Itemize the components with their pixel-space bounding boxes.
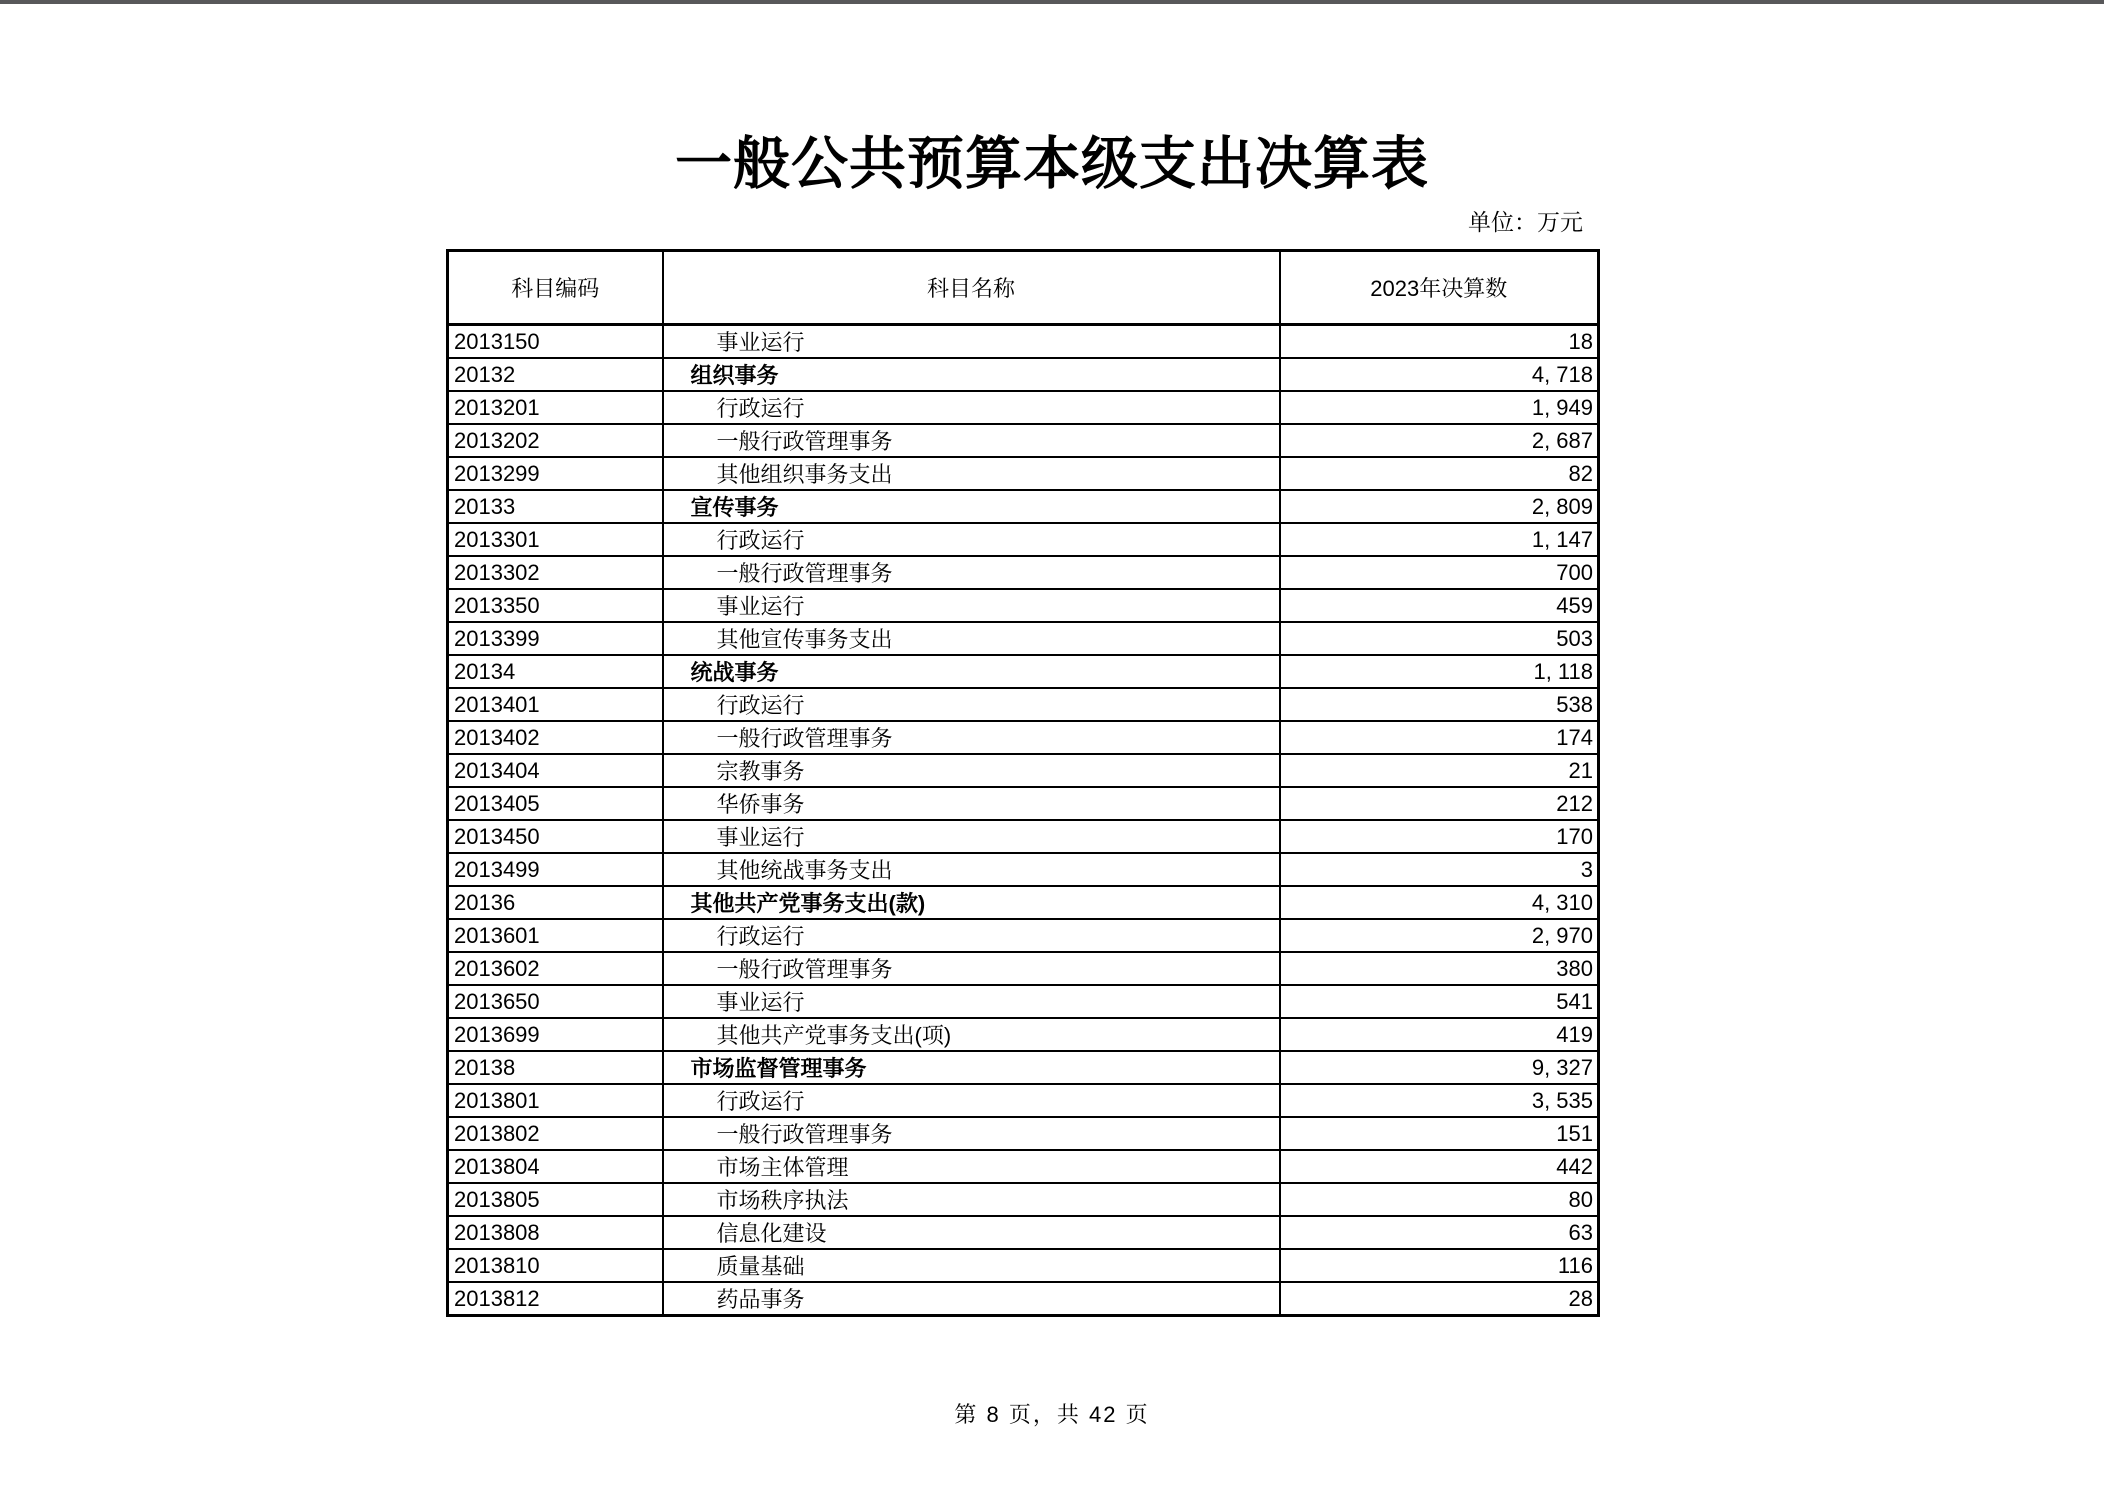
header-subject-code: 科目编码 bbox=[448, 251, 663, 325]
table-row bbox=[448, 1018, 1599, 1051]
subject-code-cell: 2013402 bbox=[448, 721, 663, 754]
table-row bbox=[448, 721, 1599, 754]
subject-name-cell: 其他组织事务支出 bbox=[663, 457, 1280, 490]
amount-cell: 3, 535 bbox=[1280, 1084, 1599, 1117]
table-row bbox=[448, 853, 1599, 886]
amount-cell: 4, 310 bbox=[1280, 886, 1599, 919]
amount-cell: 380 bbox=[1280, 952, 1599, 985]
amount-cell: 63 bbox=[1280, 1216, 1599, 1249]
table-row bbox=[448, 1051, 1599, 1084]
amount-cell: 700 bbox=[1280, 556, 1599, 589]
subject-code-cell: 20133 bbox=[448, 490, 663, 523]
subject-name-cell: 市场监督管理事务 bbox=[663, 1051, 1280, 1084]
table-row bbox=[448, 1282, 1599, 1316]
table-row bbox=[448, 985, 1599, 1018]
table-row bbox=[448, 556, 1599, 589]
table-row bbox=[448, 589, 1599, 622]
table-row bbox=[448, 952, 1599, 985]
table-row bbox=[448, 655, 1599, 688]
budget-table bbox=[446, 249, 1600, 1317]
subject-code-cell: 20136 bbox=[448, 886, 663, 919]
amount-cell: 174 bbox=[1280, 721, 1599, 754]
subject-code-cell: 2013302 bbox=[448, 556, 663, 589]
amount-cell: 80 bbox=[1280, 1183, 1599, 1216]
subject-code-cell: 2013812 bbox=[448, 1282, 663, 1316]
subject-code-cell: 2013401 bbox=[448, 688, 663, 721]
subject-code-cell: 2013350 bbox=[448, 589, 663, 622]
subject-name-cell: 事业运行 bbox=[663, 589, 1280, 622]
amount-cell: 212 bbox=[1280, 787, 1599, 820]
table-row bbox=[448, 688, 1599, 721]
table-row bbox=[448, 490, 1599, 523]
amount-cell: 2, 809 bbox=[1280, 490, 1599, 523]
table-row bbox=[448, 919, 1599, 952]
subject-name-cell: 一般行政管理事务 bbox=[663, 1117, 1280, 1150]
subject-code-cell: 2013699 bbox=[448, 1018, 663, 1051]
window-top-strip bbox=[0, 0, 2104, 4]
amount-cell: 151 bbox=[1280, 1117, 1599, 1150]
subject-name-cell: 行政运行 bbox=[663, 919, 1280, 952]
subject-code-cell: 2013808 bbox=[448, 1216, 663, 1249]
amount-cell: 4, 718 bbox=[1280, 358, 1599, 391]
subject-name-cell: 组织事务 bbox=[663, 358, 1280, 391]
amount-cell: 1, 147 bbox=[1280, 523, 1599, 556]
subject-code-cell: 2013301 bbox=[448, 523, 663, 556]
table-row bbox=[448, 424, 1599, 457]
subject-name-cell: 质量基础 bbox=[663, 1249, 1280, 1282]
subject-code-cell: 2013450 bbox=[448, 820, 663, 853]
subject-name-cell: 一般行政管理事务 bbox=[663, 952, 1280, 985]
subject-name-cell: 行政运行 bbox=[663, 391, 1280, 424]
subject-name-cell: 一般行政管理事务 bbox=[663, 556, 1280, 589]
table-row bbox=[448, 1216, 1599, 1249]
table-row bbox=[448, 1084, 1599, 1117]
subject-name-cell: 宣传事务 bbox=[663, 490, 1280, 523]
subject-name-cell: 其他共产党事务支出(项) bbox=[663, 1018, 1280, 1051]
subject-name-cell: 市场主体管理 bbox=[663, 1150, 1280, 1183]
amount-cell: 1, 118 bbox=[1280, 655, 1599, 688]
amount-cell: 116 bbox=[1280, 1249, 1599, 1282]
subject-name-cell: 宗教事务 bbox=[663, 754, 1280, 787]
unit-label: 单位：万元 bbox=[1468, 209, 1583, 235]
subject-code-cell: 2013202 bbox=[448, 424, 663, 457]
amount-cell: 459 bbox=[1280, 589, 1599, 622]
subject-name-cell: 市场秩序执法 bbox=[663, 1183, 1280, 1216]
amount-cell: 82 bbox=[1280, 457, 1599, 490]
amount-cell: 170 bbox=[1280, 820, 1599, 853]
subject-code-cell: 2013399 bbox=[448, 622, 663, 655]
subject-name-cell: 事业运行 bbox=[663, 325, 1280, 359]
subject-name-cell: 药品事务 bbox=[663, 1282, 1280, 1316]
subject-code-cell: 2013602 bbox=[448, 952, 663, 985]
amount-cell: 28 bbox=[1280, 1282, 1599, 1316]
table-row bbox=[448, 457, 1599, 490]
subject-code-cell: 20134 bbox=[448, 655, 663, 688]
table-row bbox=[448, 523, 1599, 556]
amount-cell: 1, 949 bbox=[1280, 391, 1599, 424]
table-row bbox=[448, 787, 1599, 820]
table-row bbox=[448, 754, 1599, 787]
amount-cell: 21 bbox=[1280, 754, 1599, 787]
table-row bbox=[448, 886, 1599, 919]
subject-name-cell: 一般行政管理事务 bbox=[663, 721, 1280, 754]
amount-cell: 9, 327 bbox=[1280, 1051, 1599, 1084]
amount-cell: 2, 687 bbox=[1280, 424, 1599, 457]
subject-name-cell: 行政运行 bbox=[663, 688, 1280, 721]
subject-code-cell: 20138 bbox=[448, 1051, 663, 1084]
amount-cell: 2, 970 bbox=[1280, 919, 1599, 952]
subject-name-cell: 其他宣传事务支出 bbox=[663, 622, 1280, 655]
amount-cell: 18 bbox=[1280, 325, 1599, 359]
table-row bbox=[448, 1183, 1599, 1216]
table-row bbox=[448, 622, 1599, 655]
amount-cell: 541 bbox=[1280, 985, 1599, 1018]
subject-name-cell: 一般行政管理事务 bbox=[663, 424, 1280, 457]
subject-name-cell: 事业运行 bbox=[663, 985, 1280, 1018]
table-row bbox=[448, 358, 1599, 391]
table-row bbox=[448, 820, 1599, 853]
subject-name-cell: 华侨事务 bbox=[663, 787, 1280, 820]
table-row bbox=[448, 1117, 1599, 1150]
subject-name-cell: 统战事务 bbox=[663, 655, 1280, 688]
subject-name-cell: 行政运行 bbox=[663, 1084, 1280, 1117]
subject-code-cell: 2013499 bbox=[448, 853, 663, 886]
subject-code-cell: 2013201 bbox=[448, 391, 663, 424]
amount-cell: 3 bbox=[1280, 853, 1599, 886]
subject-code-cell: 2013405 bbox=[448, 787, 663, 820]
amount-cell: 503 bbox=[1280, 622, 1599, 655]
subject-code-cell: 2013810 bbox=[448, 1249, 663, 1282]
amount-cell: 419 bbox=[1280, 1018, 1599, 1051]
subject-name-cell: 信息化建设 bbox=[663, 1216, 1280, 1249]
subject-name-cell: 事业运行 bbox=[663, 820, 1280, 853]
subject-code-cell: 2013650 bbox=[448, 985, 663, 1018]
page-title: 一般公共预算本级支出决算表 bbox=[675, 132, 1429, 196]
subject-name-cell: 其他共产党事务支出(款) bbox=[663, 886, 1280, 919]
amount-cell: 442 bbox=[1280, 1150, 1599, 1183]
header-subject-name: 科目名称 bbox=[663, 251, 1280, 325]
table-row bbox=[448, 391, 1599, 424]
subject-code-cell: 2013150 bbox=[448, 325, 663, 359]
table-header-row bbox=[448, 251, 1599, 325]
subject-code-cell: 2013804 bbox=[448, 1150, 663, 1183]
subject-code-cell: 2013299 bbox=[448, 457, 663, 490]
page-number-footer: 第 8 页，共 42 页 bbox=[954, 1402, 1150, 1427]
subject-code-cell: 2013802 bbox=[448, 1117, 663, 1150]
subject-name-cell: 其他统战事务支出 bbox=[663, 853, 1280, 886]
subject-code-cell: 2013601 bbox=[448, 919, 663, 952]
subject-code-cell: 2013404 bbox=[448, 754, 663, 787]
subject-code-cell: 20132 bbox=[448, 358, 663, 391]
header-final-amount-2023: 2023年决算数 bbox=[1280, 251, 1599, 325]
amount-cell: 538 bbox=[1280, 688, 1599, 721]
table-row bbox=[448, 1150, 1599, 1183]
subject-name-cell: 行政运行 bbox=[663, 523, 1280, 556]
subject-code-cell: 2013801 bbox=[448, 1084, 663, 1117]
subject-code-cell: 2013805 bbox=[448, 1183, 663, 1216]
table-row bbox=[448, 325, 1599, 359]
table-row bbox=[448, 1249, 1599, 1282]
